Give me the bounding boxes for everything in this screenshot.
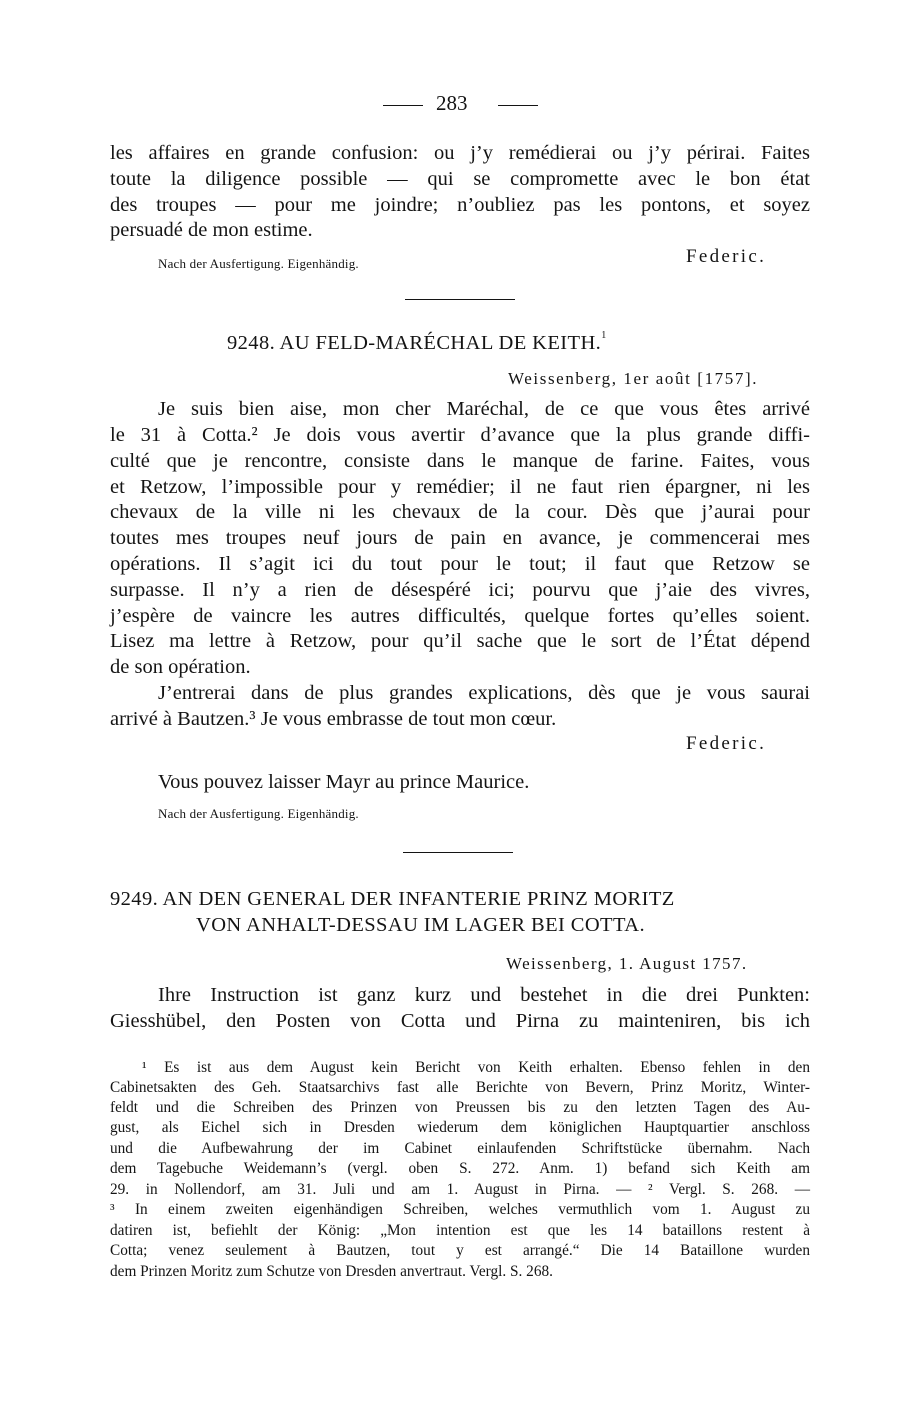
footnote-line: dem Prinzen Moritz zum Schutze von Dresden anvertraut. Vergl. S. 268. [110,1263,553,1280]
footnote-line: und die Aufbewahrung der im Cabinet einlaufenden Schriftstücke übernahm. Nach [110,1140,810,1157]
postscript: Vous pouvez laisser Mayr au prince Maurice. [158,771,530,793]
footnote-line: dem Tagebuche Weidemann’s (vergl. oben S. 272. Anm. 1) befand sich Keith am [110,1160,810,1177]
footnote-line: ¹ Es ist aus dem August kein Bericht von Keith erhalten. Ebenso fehlen in den [142,1059,810,1076]
footnote-line: gust, als Eichel sich in Dresden wiederum dem königlichen Hauptquartier anschloss [110,1119,810,1136]
section-divider [403,852,513,853]
header-rule-left [383,105,423,106]
source-note: Nach der Ausfertigung. Eigenhändig. [158,806,359,821]
text-line: persuadé de mon estime. [110,219,313,241]
dateline: Weissenberg, 1. August 1757. [506,954,748,973]
header-rule-right [498,105,538,106]
text-line: j’espère de vaincre les autres difficultés, quelque fortes qu’elles soient. [110,605,810,627]
text-line: Ihre Instruction ist ganz kurz und bestehet in die drei Punkten: [158,984,810,1006]
footnote-line: datiren ist, befiehlt der König: „Mon intention est que les 14 bataillons restent à [110,1222,810,1239]
section-divider [405,299,515,300]
text-line: toute la diligence possible — qui se compromette avec le bon état [110,168,810,190]
signature: Federic. [686,733,767,754]
text-line: toutes mes troupes neuf jours de pain en avance, je commencerai mes [110,527,810,549]
footnote-line: feldt und die Schreiben des Prinzen von Preussen bis zu den letzten Tagen des Au- [110,1099,810,1116]
footnote-line: 29. in Nollendorf, am 31. Juli und am 1. August in Pirna. — ² Vergl. S. 268. — [110,1181,810,1198]
letter-heading [227,332,607,355]
text-line: arrivé à Bautzen.³ Je vous embrasse de tout mon cœur. [110,708,557,730]
letter-heading-text: 9248. AU FELD-MARÉCHAL DE KEITH. [227,332,602,354]
footnote-line: ³ In einem zweiten eigenhändigen Schreiben, welches vermuthlich vom 1. August zu [110,1201,810,1218]
text-line: surpasse. Il n’y a rien de désespéré ici; pourvu que j’aie des vivres, [110,579,810,601]
text-line: de son opération. [110,656,251,678]
footnote-line: Cabinetsakten des Geh. Staatsarchivs fast alle Berichte von Bevern, Prinz Moritz, Winter- [110,1079,810,1096]
text-line: et Retzow, l’impossible pour y remédier; il ne faut rien épargner, ni les [110,476,810,498]
text-line: culté que je rencontre, consiste dans le manque de farine. Faites, vous [110,450,810,472]
text-line: opérations. Il s’agit ici du tout pour le tout; il faut que Retzow se [110,553,810,575]
letter-heading: 9249. AN DEN GENERAL DER INFANTERIE PRINZ MORITZ [110,888,675,910]
footnote-line: Cotta; venez seulement à Bautzen, tout y est arrangé.“ Die 14 Bataillone wurden [110,1242,810,1259]
text-line: des troupes — pour me joindre; n’oubliez pas les pontons, et soyez [110,194,810,216]
text-line: le 31 à Cotta.² Je dois vous avertir d’avance que la plus grande diffi- [110,424,810,446]
footnote-ref: 1 [601,330,607,341]
text-line: Lisez ma lettre à Retzow, pour qu’il sache que le sort de l’État dépend [110,630,810,652]
text-line: J’entrerai dans de plus grandes explications, dès que je vous saurai [158,682,810,704]
text-line: Je suis bien aise, mon cher Maréchal, de ce que vous êtes arrivé [158,398,810,420]
text-line: les affaires en grande confusion: ou j’y remédierai ou j’y périrai. Faites [110,142,810,164]
signature: Federic. [686,246,767,267]
source-note: Nach der Ausfertigung. Eigenhändig. [158,256,359,271]
text-line: Giesshübel, den Posten von Cotta und Pirna zu mainteniren, bis ich [110,1010,810,1032]
page-number: 283 [436,91,468,115]
letter-heading-cont: VON ANHALT-DESSAU IM LAGER BEI COTTA. [196,914,645,936]
dateline: Weissenberg, 1er août [1757]. [508,369,759,388]
text-line: chevaux de la ville ni les chevaux de la cour. Dès que j’aurai pour [110,501,810,523]
